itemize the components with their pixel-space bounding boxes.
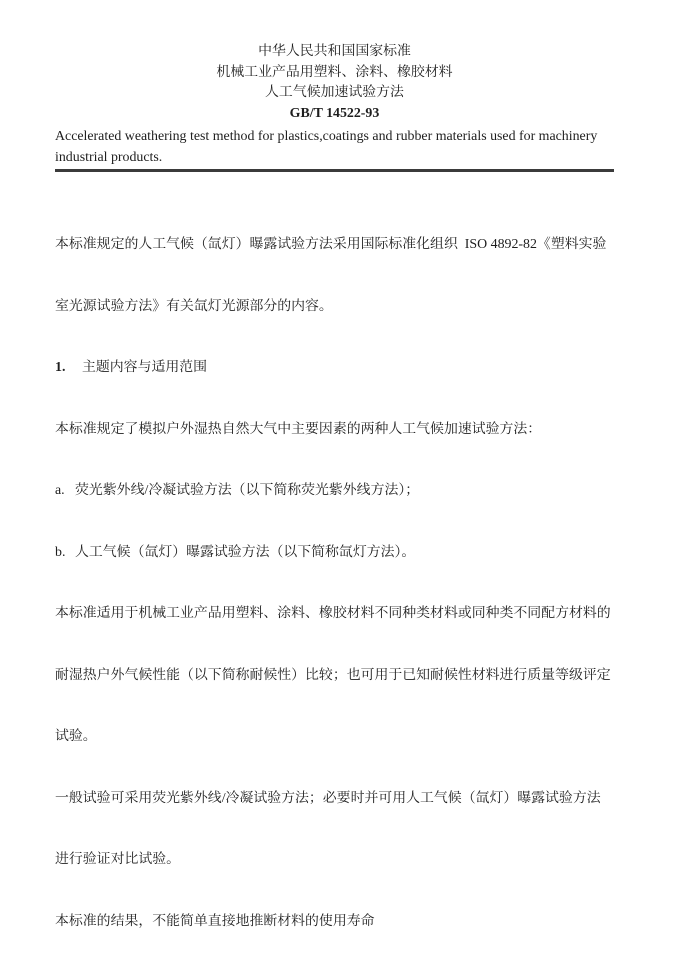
body-line: 本标准规定的人工气候（氙灯）曝露试验方法采用国际标准化组织 ISO 4892-82《塑料实验 (55, 237, 607, 252)
list-item-b (55, 543, 617, 564)
body-line: 本标准适用于机械工业产品用塑料、涂料、橡胶材料不同种类材料或同种类不同配方材料的 (55, 606, 611, 621)
english-title-line-1: Accelerated weathering test method for plastics,coatings and rubber materials used for machinery (55, 129, 598, 144)
body-line: 室光源试验方法》有关氙灯光源部分的内容。 (55, 298, 333, 314)
body-line: 进行验证对比试验。 (55, 852, 181, 867)
body-line: 试验。 (55, 729, 97, 744)
body-line: 耐湿热户外气候性能（以下简称耐候性）比较；也可用于已知耐候性材料进行质量等级评定 (55, 667, 611, 683)
list-marker-b: b. (55, 544, 66, 560)
body-line: 本标准规定了模拟户外湿热自然大气中主要因素的两种人工气候加速试验方法： (55, 421, 542, 437)
list-marker-a: a. (55, 483, 65, 498)
section-heading (55, 358, 617, 379)
english-title-line-2: industrial products. (55, 149, 163, 165)
section-title: 主题内容与适用范围 (82, 360, 208, 375)
body-line-clipped: 本标准的结果，不能简单直接地推断材料的使用寿命 (55, 913, 375, 929)
list-item-text: 人工气候（氙灯）曝露试验方法（以下简称氙灯方法）。 (75, 544, 416, 560)
standard-code: GB/T 14522-93 (289, 105, 380, 121)
standard-method-title: 人工气候加速试验方法 (265, 85, 404, 100)
section-number: 1. (55, 360, 66, 375)
list-item-a (55, 481, 617, 502)
document-body (55, 194, 617, 973)
english-title-block (55, 127, 674, 168)
header-divider (55, 169, 614, 172)
list-item-text: 荧光紫外线/冷凝试验方法（以下简称荧光紫外线方法）； (75, 483, 420, 498)
body-line: 一般试验可采用荧光紫外线/冷凝试验方法；必要时并可用人工气候（氙灯）曝露试验方法 (55, 790, 601, 806)
standard-authority-title: 中华人民共和国国家标准 (258, 44, 411, 59)
standard-subject-title: 机械工业产品用塑料、涂料、橡胶材料 (216, 64, 453, 80)
document-header (55, 42, 614, 124)
